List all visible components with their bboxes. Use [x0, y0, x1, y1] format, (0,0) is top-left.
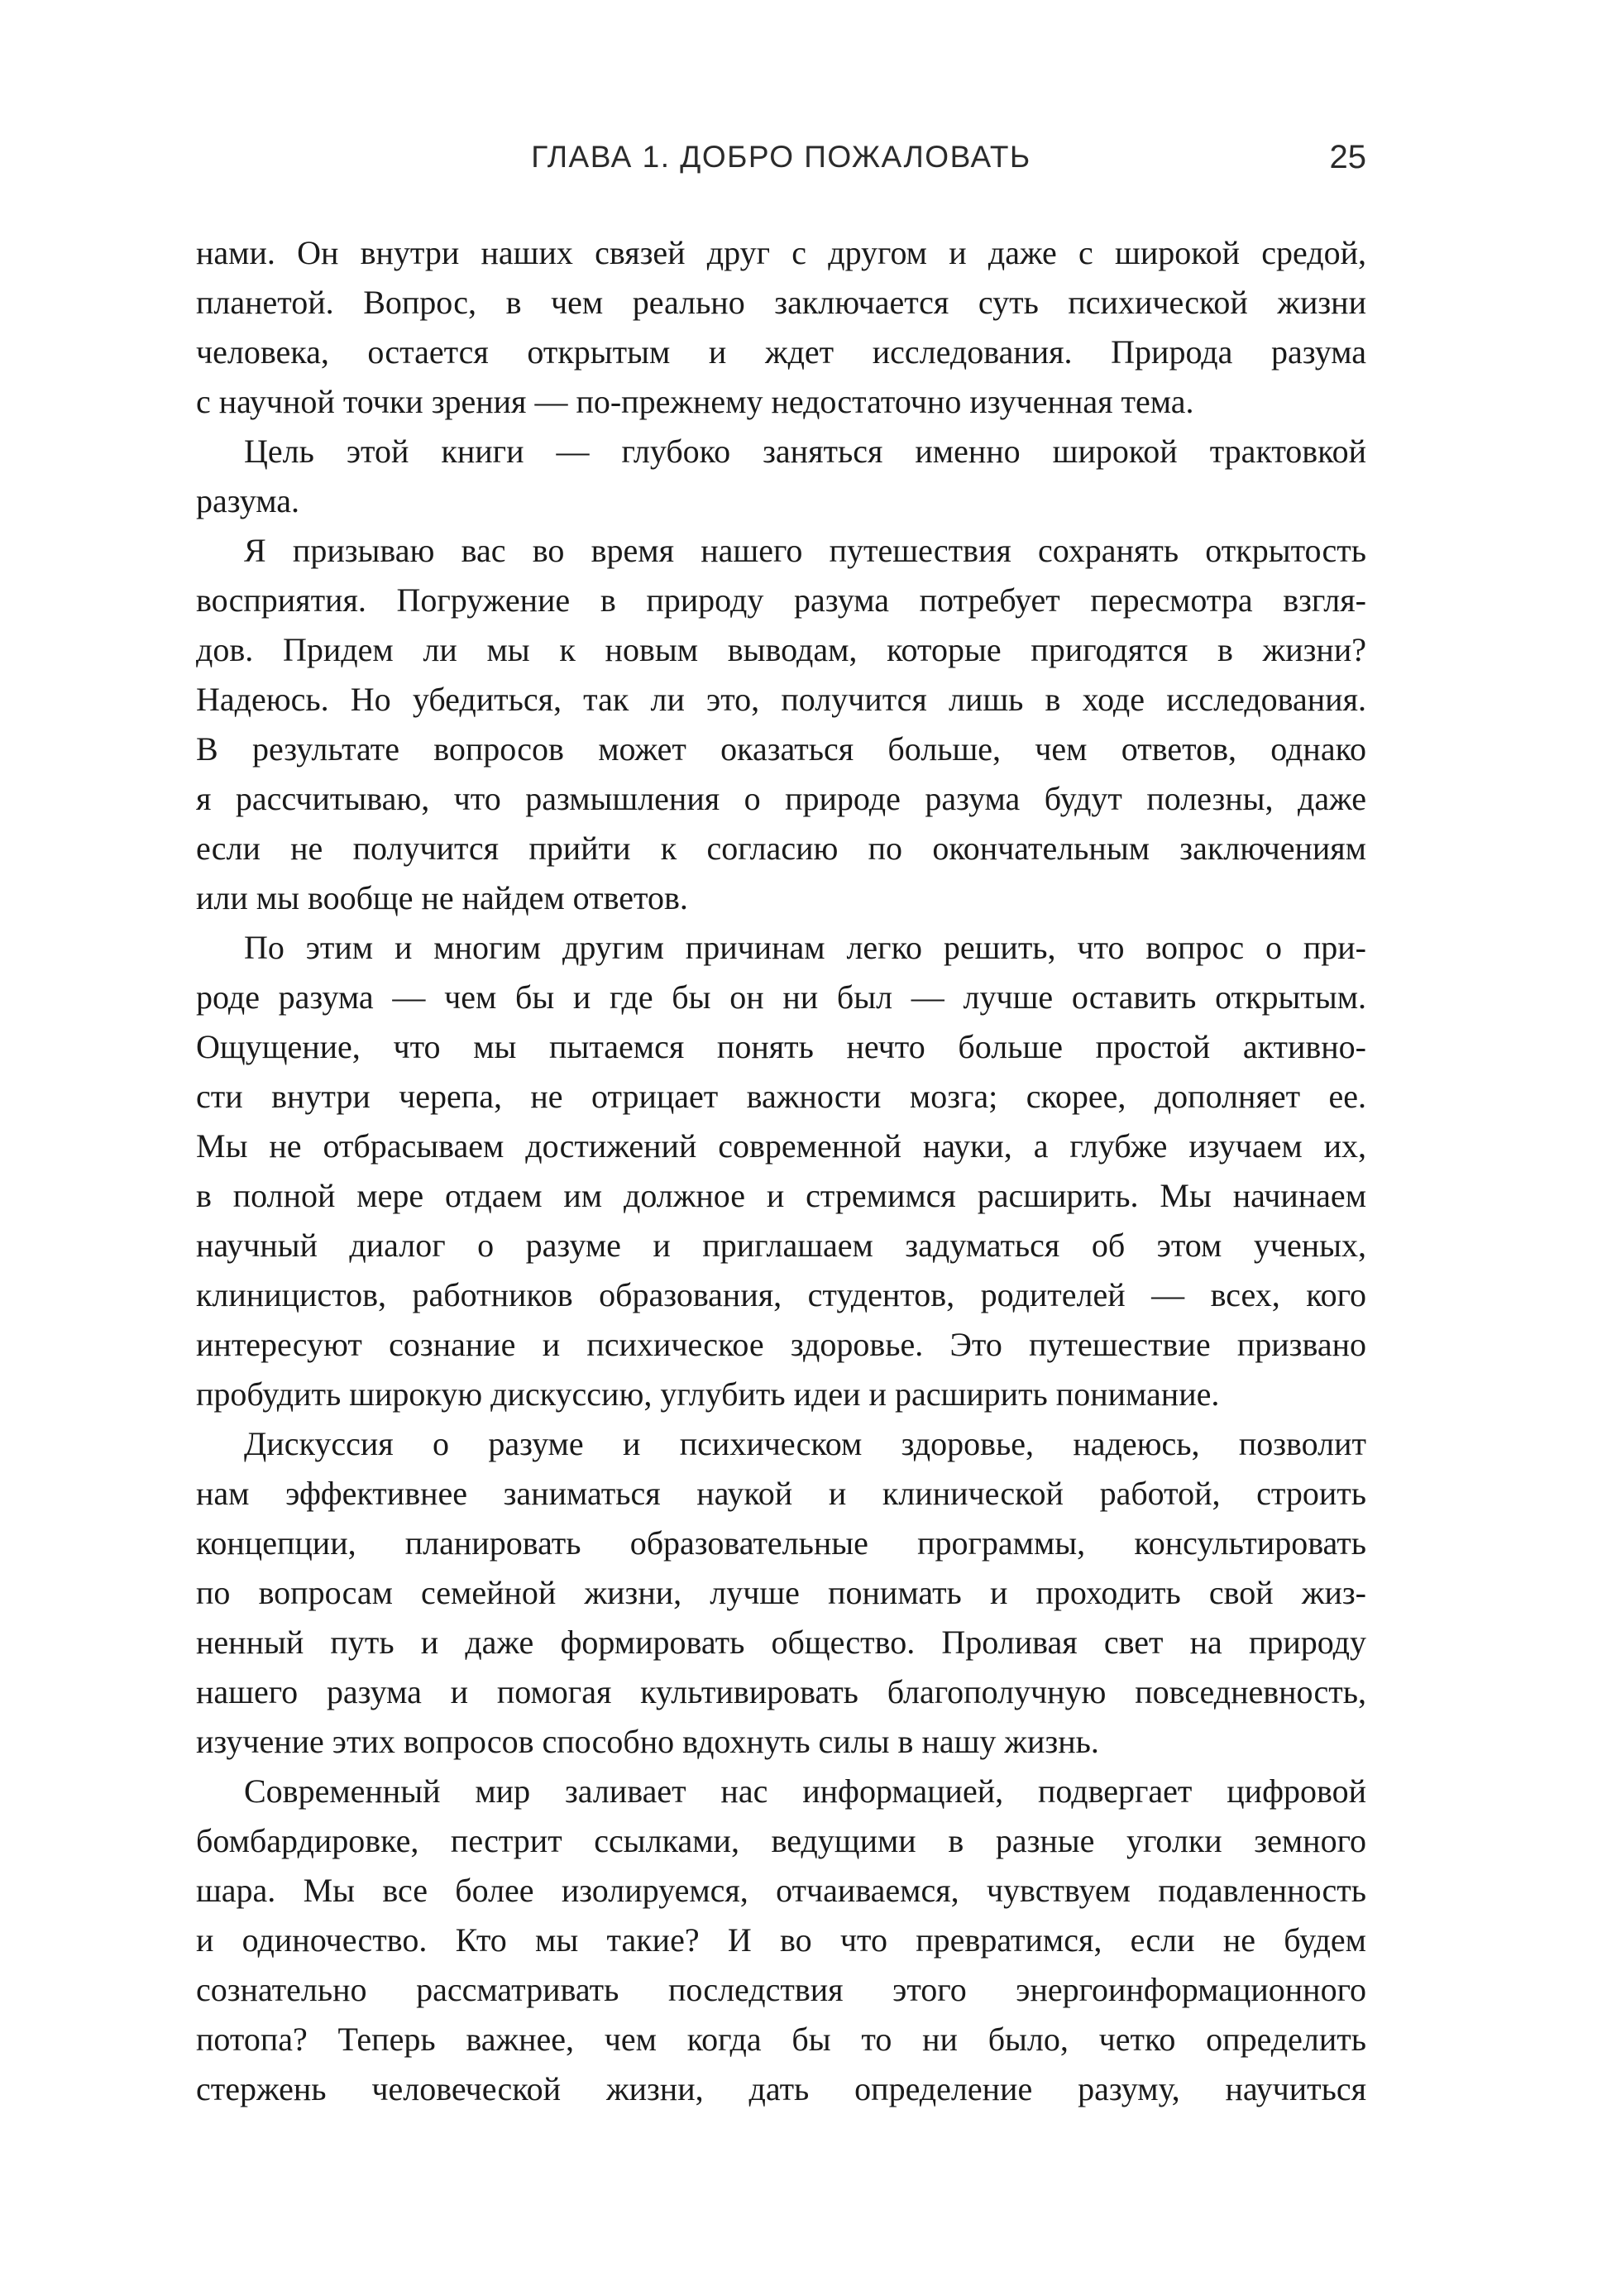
text-line: восприятия. Погружение в природу разума потребует пересмотра взгля-: [196, 581, 1366, 619]
text-line: человека, остается открытым и ждет исследования. Природа разума: [196, 333, 1366, 371]
text-line: планетой. Вопрос, в чем реально заключается суть психической жизни: [196, 284, 1366, 321]
text-line: В результате вопросов может оказаться больше, чем ответов, однако: [196, 730, 1366, 768]
running-head: [196, 136, 1366, 178]
page-body: [196, 228, 1366, 2114]
text-line: интересуют сознание и психическое здоровье. Это путешествие призвано: [196, 1326, 1366, 1363]
text-line: и одиночество. Кто мы такие? И во что превратимся, если не будем: [196, 1921, 1366, 1959]
text-line: Современный мир заливает нас информацией, подвергает цифровой: [244, 1772, 1366, 1810]
text-line: Я призываю вас во время нашего путешествия сохранять открытость: [244, 532, 1366, 569]
text-line: нам эффективнее заниматься наукой и клинической работой, строить: [196, 1475, 1366, 1512]
page-number: 25: [1329, 139, 1366, 175]
text-line: Надеюсь. Но убедиться, так ли это, получится лишь в ходе исследования.: [196, 681, 1366, 718]
paragraph: [196, 228, 1366, 427]
text-line: клиницистов, работников образования, студентов, родителей — всех, кого: [196, 1276, 1366, 1313]
text-line: Мы не отбрасываем достижений современной науки, а глубже изучаем их,: [196, 1127, 1366, 1165]
text-line: сознательно рассматривать последствия этого энергоинформационного: [196, 1971, 1366, 2008]
text-line: разума.: [196, 482, 299, 519]
text-line: потопа? Теперь важнее, чем когда бы то ни было, четко определить: [196, 2021, 1366, 2058]
text-line: в полной мере отдаем им должное и стремимся расширить. Мы начинаем: [196, 1177, 1366, 1214]
paragraph: [196, 923, 1366, 1419]
text-line: стержень человеческой жизни, дать определение разуму, научиться: [196, 2070, 1366, 2107]
text-line: бомбардировке, пестрит ссылками, ведущими в разные уголки земного: [196, 1822, 1366, 1859]
paragraph: [196, 1767, 1366, 2114]
text-line: Дискуссия о разуме и психическом здоровье, надеюсь, позволит: [244, 1425, 1366, 1462]
text-line: я рассчитываю, что размышления о природе разума будут полезны, даже: [196, 780, 1366, 817]
chapter-header-title: ГЛАВА 1. ДОБРО ПОЖАЛОВАТЬ: [531, 140, 1031, 174]
text-line: шара. Мы все более изолируемся, отчаиваемся, чувствуем подавленность: [196, 1872, 1366, 1909]
text-line: научный диалог о разуме и приглашаем задуматься об этом ученых,: [196, 1227, 1366, 1264]
text-line: По этим и многим другим причинам легко решить, что вопрос о при-: [244, 929, 1366, 966]
paragraph: [196, 526, 1366, 923]
text-line: пробудить широкую дискуссию, углубить идеи и расширить понимание.: [196, 1375, 1220, 1413]
text-line: Цель этой книги — глубоко заняться именно широкой трактовкой: [244, 433, 1366, 470]
text-line: с научной точки зрения — по-прежнему недостаточно изученная тема.: [196, 383, 1194, 420]
text-line: роде разума — чем бы и где бы он ни был — лучше оставить открытым.: [196, 978, 1366, 1016]
paragraph: [196, 1419, 1366, 1767]
text-line: изучение этих вопросов способно вдохнуть силы в нашу жизнь.: [196, 1723, 1099, 1760]
text-line: или мы вообще не найдем ответов.: [196, 879, 688, 916]
text-line: нашего разума и помогая культивировать благополучную повседневность,: [196, 1673, 1366, 1710]
text-line: Ощущение, что мы пытаемся понять нечто больше простой активно-: [196, 1028, 1366, 1065]
text-line: концепции, планировать образовательные программы, консультировать: [196, 1524, 1366, 1562]
text-line: по вопросам семейной жизни, лучше понимать и проходить свой жиз-: [196, 1574, 1366, 1611]
paragraph: [196, 427, 1366, 526]
text-line: сти внутри черепа, не отрицает важности мозга; скорее, дополняет ее.: [196, 1078, 1366, 1115]
text-line: если не получится прийти к согласию по окончательным заключениям: [196, 830, 1366, 867]
text-line: ненный путь и даже формировать общество. Проливая свет на природу: [196, 1624, 1366, 1661]
text-line: нами. Он внутри наших связей друг с другом и даже с широкой средой,: [196, 234, 1366, 271]
text-line: дов. Придем ли мы к новым выводам, которые пригодятся в жизни?: [196, 631, 1366, 668]
